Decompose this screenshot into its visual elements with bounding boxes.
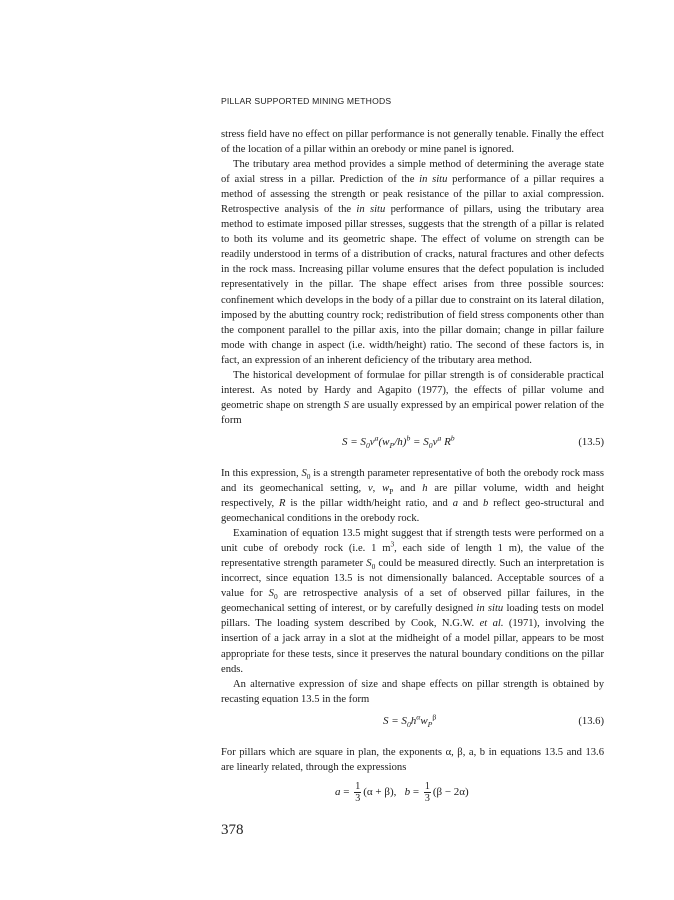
paragraph: The historical development of formulae for pillar strength is of considerable practical interest. As noted by Hardy and Agapito (1977), the effects of pillar volume and geometric shape on strength S are usually expressed by an empirical power relation of the form bbox=[221, 369, 605, 426]
equation-13-6-formula: $S = S_0h^\alpha w_P^\beta$ bbox=[383, 712, 437, 729]
equation-13-6-number: (13.6) bbox=[578, 715, 604, 727]
paragraph: An alternative expression of size and shape effects on pillar strength is obtained by recasting equation 13.5 in the form bbox=[221, 678, 604, 705]
paragraph: In this expression, $S_0$ is a strength parameter representative of both the orebody rock mass and its geomechanical setting, v, $w_P$ and h are pillar volume, width and height respectively, R is the pillar width/height ratio, and a and b reflect geo-structural and geomechanical conditions in the orebody rock. bbox=[221, 467, 605, 525]
page-number: 378 bbox=[221, 822, 244, 838]
equation-13-5-number: (13.5) bbox=[578, 436, 604, 448]
body-text bbox=[221, 127, 604, 809]
equation-exponents bbox=[221, 775, 604, 809]
paragraph: For pillars which are square in plan, the exponents α, β, a, b in equations 13.5 and 13.6 are linearly related, through the expressions bbox=[221, 746, 604, 773]
equation-13-5 bbox=[221, 428, 604, 458]
running-header: PILLAR SUPPORTED MINING METHODS bbox=[221, 96, 392, 106]
equation-exponents-formula: a = $\frac{1}{3}$ (α + β), b = $\frac{1}{3}$ (β − 2α) bbox=[335, 780, 469, 804]
paragraph: Examination of equation 13.5 might suggest that if strength tests were performed on a unit cube of orebody rock (i.e. 1 $m^3$, each side of length 1 m), the value of the representative strength parameter $S_0$ could be measured directly. Such an interpretation is incorrect, since equation 13.5 is not dimensionally balanced. Acceptable sources of a value for $S_0$ are retrospective analysis of a set of observed pillar failures, in the geomechanical setting of interest, or by carefully designed in situ loading tests on model pillars. The loading system described by Cook, N.G.W. et al. (1971), involving the insertion of a jack array in a slot at the midheight of a model pillar, appears to be most appropriate for these tests, since it preserves the natural boundary conditions on the pillar ends. bbox=[221, 528, 605, 675]
paragraph: The tributary area method provides a simple method of determining the average state of axial stress in a pillar. Prediction of the in situ performance of a pillar requires a method of assessing the strength or peak resistance of the pillar to axial compression. Retrospective analysis of the in situ performance of pillars, using the tributary area method to estimate imposed pillar stresses, suggests that the strength of a pillar is related to both its volume and its geometric shape. The effect of volume on strength can be readily understood in terms of a distribution of cracks, natural fractures and other defects in the rock mass. Increasing pillar volume ensures that the defect population is included representatively in the pillar. The shape effect arises from three possible sources: confinement which develops in the body of a pillar due to constraint on its lateral dilation, imposed by the abutting country rock; redistribution of field stress components other than the component parallel to the pillar axis, into the pillar domain; change in pillar failure mode with change in aspect (i.e. width/height) ratio. The second of these factors is, in fact, an expression of an inherent deficiency of the tributary area method. bbox=[221, 159, 604, 366]
paragraph: stress field have no effect on pillar performance is not generally tenable. Finally the effect of the location of a pillar within an orebody or mine panel is ignored. bbox=[221, 129, 604, 156]
equation-13-6 bbox=[221, 707, 604, 737]
equation-13-5-formula: $S = S_0v^a(w_P/h)^b = S_0v^a$ $R^b$ bbox=[342, 433, 455, 451]
